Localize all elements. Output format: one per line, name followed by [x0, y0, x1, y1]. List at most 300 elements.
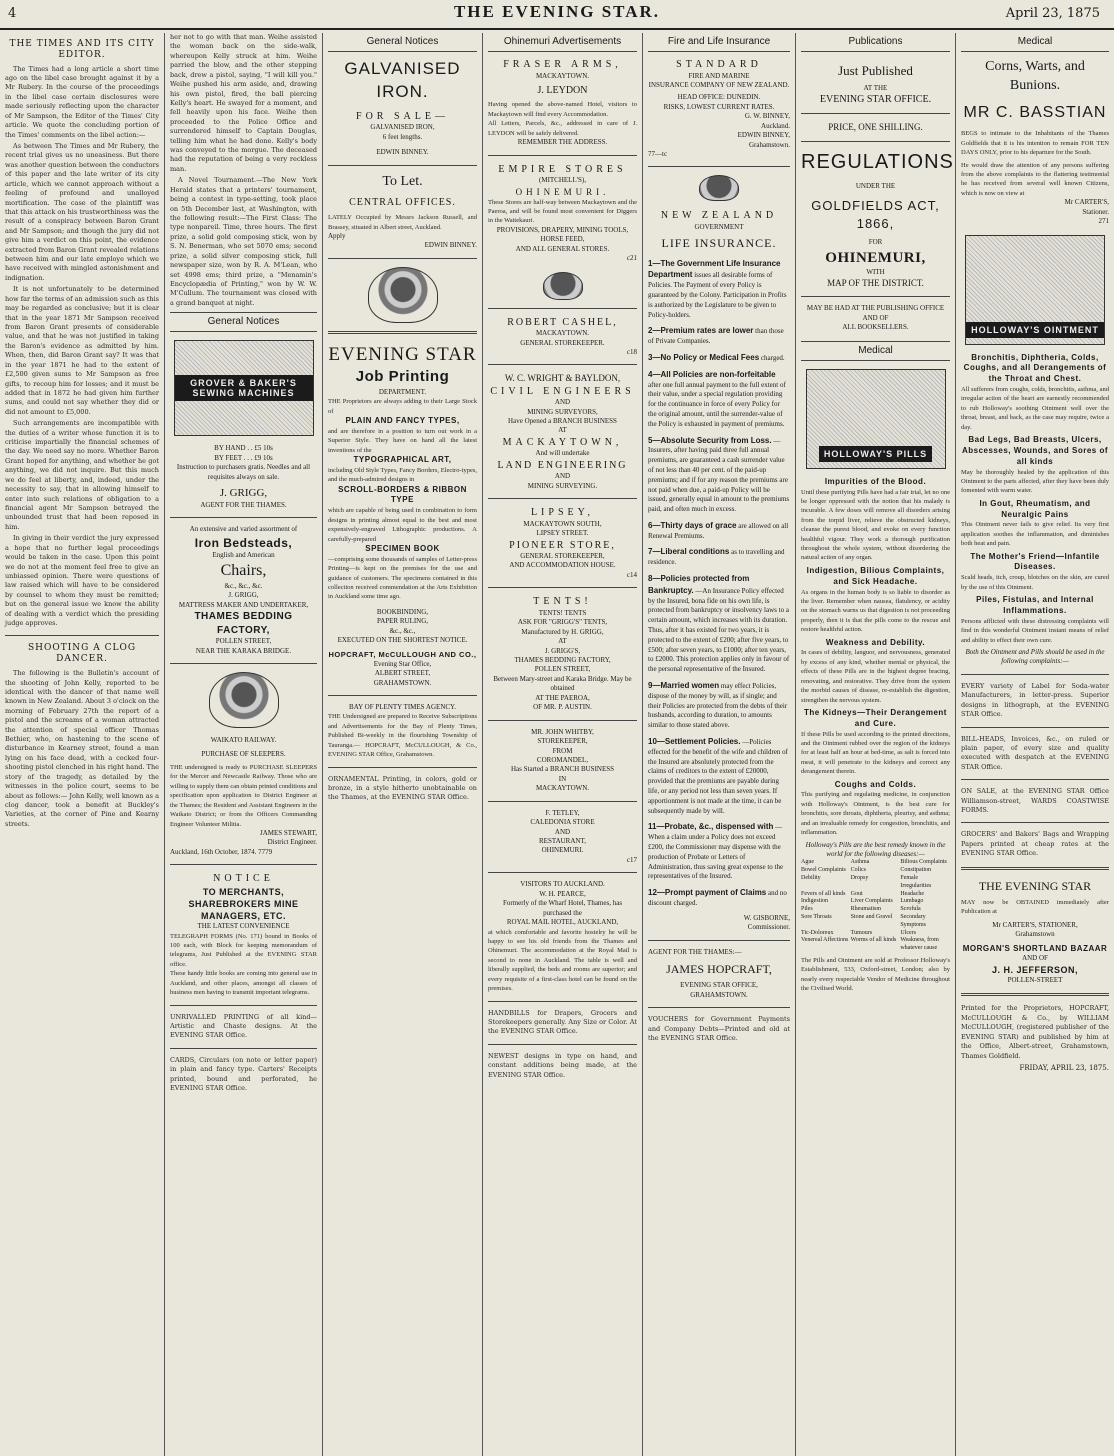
ad-text: TENTS! TENTS: [538, 608, 587, 617]
ad-text: CALEDONIA STORE: [530, 818, 595, 827]
ad-text: This purifying and regulating medicine, in conjunction with Holloway's Ointment, is the best cure for bronchitis, sore throats, diphtheria, pleurisy, and asthma; and an invaluable remedy for congestion, bronchitis, and inflammation.: [801, 791, 950, 837]
signatory: W. GISBORNE,: [743, 913, 790, 922]
ad-headline: EVENING STAR: [328, 343, 477, 365]
ad-headline: W. C. WRIGHT & BAYLDON,: [504, 373, 621, 384]
ad-text: Instruction to purchasers gratis. Needles and all requisites always on sale.: [176, 463, 311, 481]
ad-text: OF MR. P. AUSTIN.: [533, 703, 592, 712]
ad-text: STOREKEEPER,: [537, 737, 588, 746]
divider: [648, 940, 790, 941]
disease-item: Tic-Doloreux: [801, 929, 834, 936]
policy-item-heading: 7—Liberal conditions: [648, 547, 730, 557]
ad-text: AGENT FOR THE THAMES.: [200, 500, 287, 509]
divider: [488, 801, 637, 802]
government-life-ad: [648, 209, 790, 932]
ad-text: Between Mary-street and Karaka Bridge. May be obtained: [493, 674, 632, 693]
disease-item: Venereal Affections: [801, 937, 849, 944]
ad-headline: SPECIMEN BOOK: [365, 543, 440, 553]
ad-text: Having opened the above-named Hotel, visitors to Mackaytown will find every Accommodation.: [488, 101, 637, 118]
divider: [328, 258, 477, 259]
ad-text: AND: [554, 398, 571, 407]
ad-text: MAY BE HAD AT THE PUBLISHING OFFICE: [806, 304, 945, 313]
policy-item-text: charged.: [760, 353, 785, 362]
railway-ad: [170, 672, 317, 857]
disease-item: Liver Complaints: [850, 898, 893, 905]
policy-item-text: —When a claim under a Policy does not exceed £200, the Commissioner may dispense with the production of Probate or Letters of Administration, thus saving great expense to the representatives of the Insured.: [648, 823, 784, 881]
billheads-ad: BILL-HEADS, Invoices, &c., on ruled or plain paper, of every size and quality executed with despatch at the EVENING STAR Office.: [961, 734, 1109, 771]
disease-item: Worms of all kinds: [850, 937, 897, 944]
policy-item: [648, 369, 790, 430]
agent-ad: [648, 948, 790, 1001]
signatory: JAMES STEWART,: [259, 828, 317, 837]
signatory-title: District Engineer.: [267, 838, 317, 847]
newest-designs-ad: NEWEST designs in type on hand, and constant additions being made, at the EVENING STAR Office.: [488, 1051, 637, 1079]
ad-headline: NOTICE: [213, 873, 274, 885]
engraving-label: HOLLOWAY'S OINTMENT: [966, 322, 1104, 338]
paragraph: Such arrangements are incompatible with the duties of a writer whose function it is to criticise impartially the financial schemes of the day. We need say no more. Whether Baron Grant hoped for anything, and whether he got anything, we did not inquire. But this much we do feel at liberty, and, indeed, under the necessity to say, that in allowing himself to enter into such relations of obligation to a financial agent Mr Sampson betrayed the unbounded trust that had been reposed in him.: [5, 419, 159, 531]
ad-text: PIONEER STORE,: [509, 539, 616, 551]
paragraph: The Times had a long article a short time ago on the libel case brought against it by a Mr Rubery. In the course of the proceedings in the libel case certain disclosures were made seriously reflecting upon the character of Mr Sampson, the Editor of the Times' City article. We quote the concluding portion of the Times' comments on the libel action:—: [5, 64, 159, 139]
ad-text: BOOKBINDING,: [376, 607, 429, 616]
price-line: BY HAND . . £5 10s: [214, 444, 273, 453]
advertiser-name: MR C. BASSTIAN: [963, 103, 1107, 121]
ad-text: and are therefore in a position to turn out work in a Superior Style. They have on hand all the latest inventions of the: [328, 427, 477, 454]
royal-crest-icon: [368, 267, 438, 323]
ad-headline: BAY OF PLENTY TIMES AGENCY.: [349, 703, 456, 712]
divider: [488, 155, 637, 156]
ad-text: POLLEN STREET,: [534, 665, 591, 674]
ad-text: DEPARTMENT.: [378, 387, 427, 396]
ad-headline: To Let.: [382, 173, 423, 189]
ad-text: BEGS to intimate to the Inhabitants of the Thames Goldfields that it is his intention to remain FOR TEN DAYS ONLY, prior to his departure for the South.: [961, 130, 1109, 157]
ad-text: MACKAYTOWN.: [535, 71, 590, 80]
ad-text: UNDER THE: [855, 181, 896, 190]
sewing-machine-engraving: [174, 340, 314, 436]
divider: [5, 635, 159, 636]
advertiser-name: HOPCRAFT, McCULLOUGH AND CO.,: [328, 649, 477, 659]
ad-headline: MR. JOHN WHITBY,: [531, 727, 594, 736]
disease-item: Fevers of all kinds: [801, 890, 846, 897]
ad-headline: Just Published: [838, 63, 913, 78]
ad-text: Both the Ointment and Pills should be used in the following complaints:—: [965, 647, 1105, 666]
divider: [328, 695, 477, 696]
ad-text: PRICE, ONE SHILLING.: [828, 122, 923, 133]
holloways-pills-ad: [801, 477, 950, 994]
divider: [961, 727, 1109, 728]
ad-text: THAMES BEDDING FACTORY,: [514, 656, 611, 665]
disease-item: Indigestion: [801, 898, 828, 905]
ad-text: EXECUTED ON THE SHORTEST NOTICE.: [337, 636, 468, 645]
royal-crest-icon: [699, 175, 739, 201]
disease-item: Female Irregularities: [900, 875, 932, 889]
disease-item: Stone and Gravel: [850, 914, 893, 920]
divider: [801, 141, 950, 142]
issue-date: April 23, 1875: [1005, 6, 1100, 21]
advertiser-name: EDWIN BINNEY,: [737, 131, 790, 140]
ad-headline: WAIKATO RAILWAY.: [210, 736, 277, 745]
ad-text: (MITCHELL'S),: [539, 176, 586, 185]
policy-item: [648, 258, 790, 321]
policy-item-text: as to travelling and residence.: [648, 548, 785, 567]
ad-text: 6 feet lengths.: [382, 132, 423, 141]
ad-text: All Letters, Parcels, &c., addressed in care of J. LEYDON will be safely delivered.: [488, 120, 637, 137]
ad-text: This Ointment never fails to give relief. Its very first application soothes the inflammation, and diminishes both heat and pain.: [961, 521, 1109, 548]
ad-text: THE undersigned is ready to PURCHASE SLEEPERS for the Mercer and Newcastle Railway. Those who are willing to supply them can obtain printed conditions and specification upon application to District Engineer at the Thames; the Resident and Assistant Engineers in the Waikato District; or from the Officers Commanding Engineer Volunteer Militia.: [170, 763, 317, 828]
section-header: General Notices: [328, 33, 477, 52]
disease-list: [801, 859, 950, 953]
divider: [170, 1048, 317, 1049]
policy-item-heading: 1—The Government Life Insurance Department: [648, 258, 781, 280]
ad-headline: OHINEMURI,: [825, 249, 926, 266]
divider: [488, 1044, 637, 1045]
ad-text: MACKAYTOWN.: [535, 784, 590, 793]
divider: [170, 663, 317, 664]
ad-text: Evening Star Office,: [373, 659, 432, 668]
ad-headline: TENTS!: [533, 596, 592, 608]
article-clog-body: [5, 669, 159, 829]
divider: [961, 779, 1109, 780]
ad-text: May be thoroughly healed by the application of this Ointment to the parts affected, after they have been duly fomented with warm water.: [961, 468, 1109, 495]
advertiser-name: W. H. PEARCE,: [539, 889, 586, 898]
paragraph: It is not unfortunately to be determined how far the terms of an admission such as this may be regarded as conclusive; but it is clear that in the year 1871 Mr Sampson received from Baron Grant presents of considerable value, and that he was not justified in taking the Baron's evidence as admitted by him. When, then, did Baron Grant say? It was that in the year 1871 he had to the extent of £2,500 given sums to Mr Sampson as free gifts, to recoup him for losses; and it must be added that in 1872 he had given him further sums, and could not say whether they did or did not amount to £5,000.: [5, 285, 159, 416]
ad-text: And will undertake: [535, 449, 590, 458]
article-times-body: [5, 65, 159, 629]
tents-ad: [488, 595, 637, 712]
ad-reference: 77—tc: [648, 150, 668, 158]
ad-text: Persons afflicted with these distressing complaints will find in this wonderful Ointment instant means of relief and ability to effect their own cure.: [961, 617, 1109, 644]
disease-item: Ulcers: [900, 929, 916, 936]
ad-reference: c21: [626, 254, 637, 263]
regulations-ad: [801, 62, 954, 333]
ad-headline: FRASER ARMS,: [503, 59, 622, 70]
ad-text: ROYAL MAIL HOTEL, AUCKLAND,: [506, 918, 619, 927]
disease-item: Asthma: [850, 859, 870, 866]
divider: [170, 864, 317, 865]
ad-headline: STANDARD: [676, 59, 762, 70]
divider: [801, 113, 950, 114]
ad-text: GRAHAMSTOWN.: [373, 678, 432, 687]
ad-text: Mr CARTER'S, STATIONER,: [992, 920, 1078, 929]
ad-headline: NEW ZEALAND: [660, 210, 778, 222]
ad-text: including Old Style Types, Fancy Borders, Electro-types, and the much-admired designs in: [328, 466, 477, 484]
divider: [488, 498, 637, 499]
policy-item-heading: 2—Premium rates are lower: [648, 326, 754, 336]
ad-text: AT THE PAEROA,: [535, 693, 590, 702]
ad-text: THE Undersigned are prepared to Receive Subscriptions and Advertisements for the Bay of Plenty Times, Published Bi-weekly in the flourishing Township of Tauranga.— HOPCRAFT, McCULLOUGH, & Co., EVENING STAR Office, Grahamstown.: [328, 713, 477, 759]
disease-item: Bilious Complaints: [900, 859, 947, 866]
ad-text: INSURANCE COMPANY OF NEW ZEALAND.: [648, 80, 790, 89]
ad-text: THE LATEST CONVENIENCE: [197, 922, 290, 931]
bay-of-plenty-ad: [328, 703, 477, 760]
ad-text: AGENT FOR THE THAMES:—: [648, 947, 742, 956]
galvanised-iron-ad: [328, 58, 477, 158]
engraving-label: HOLLOWAY'S PILLS: [819, 446, 932, 462]
column-general-notices-2: [323, 33, 483, 1456]
ad-headline: Iron Bedsteads,: [194, 535, 293, 550]
policy-item-text: after one full annual payment to the full extent of their value, under a special regulation providing for the continuance in force of every Policy for the original amount, until the surrender-value of the Policy is exhausted in payment of premiums.: [648, 380, 786, 428]
policy-item-text: —An Insurance Policy effected by the Insured, bona fide on his own life, is protected from bankruptcy or insolvency laws to a certain amount, which increases with its duration. Thus, after it has existed for two years, it is protected to the extent of £200; after five years, to £500; after seven years, to £1000; after ten years, to £2000. This protection applies only in favour of the personal representative of the Insured.: [648, 586, 790, 674]
disease-item: Tumours: [850, 929, 873, 936]
policy-item-text: are allowed on all Renewal Premiums.: [648, 521, 789, 540]
section-header: Fire and Life Insurance: [648, 33, 790, 52]
ad-text: Auckland.: [761, 121, 790, 130]
policy-item-heading: 10—Settlement Policies.: [648, 737, 741, 747]
ad-text: GENERAL STOREKEEPER.: [520, 338, 605, 347]
advertiser-name: EDWIN BINNEY.: [376, 148, 429, 157]
ad-headline: THAMES BEDDING FACTORY,: [194, 611, 293, 636]
royal-crest-icon: [543, 272, 583, 300]
evening-star-agents-ad: [961, 878, 1109, 986]
paragraph: her not to go with that man. Weihe assisted the woman back on the side-walk, whereupon Kelly struck at him. Weihe parried the blow, and the other stepping back, drew a pistol, saying, "I will kill you." Weihe pushed his arm aside, and, drawing his own pistol, fired, the ball piercing Kelly's heart. He swayed for a moment, and fell heavily upon his face. Weihe then proceeded to the Police Office and surrendered himself to Captain Douglas, telling him what he had done. Kelly's body was conveyed to the morgue. The deceased had the reputation of being a very reckless man.: [170, 33, 317, 173]
ad-text: FOR SALE—: [356, 110, 449, 122]
ad-text: MINING SURVEYORS,: [527, 407, 598, 416]
ad-text: All sufferers from coughs, colds, bronchitis, asthma, and irregular action of the heart are earnestly recommended to rub Holloway's soothing Ointment well over the throat, breast, and back, as the case may require, twice a day.: [961, 386, 1109, 431]
policy-item-text: —Policies effected for the benefit of the wife and children of the Insured are absolutely protected from the claims of creditors to the extent of £20000, provided that the premiums are payable during life, or any period not less than seven years. If apportionment is not made at the time, it can be subsequently made by will.: [648, 738, 788, 815]
ad-text: POLLEN-STREET: [1007, 976, 1063, 985]
ad-text: He would draw the attention of any persons suffering from the above complaints to the flattering testimonial he has received from several well known Citizens, which is now on view at: [961, 161, 1109, 197]
ad-text: RISKS, LOWEST CURRENT RATES.: [663, 102, 775, 111]
policy-item-heading: 4—All Policies are non-forfeitable: [648, 369, 776, 379]
printer-imprint: Printed for the Proprietors, HOPCRAFT, McCULLOUGH & Co., by WILLIAM McCULLOUGH, (registered publisher of the EVENING STAR) and published by him at the Office, Albert-street, Grahamstown, Thames Goldfield.: [961, 1004, 1109, 1060]
ad-headline: Corns, Warts, and Bunions.: [985, 59, 1085, 93]
ad-text: The Pills and Ointment are sold at Professor Holloway's Establishment, 533, Oxford-street, London; also by nearly every respectable Vendor of Medicine throughout the Civilised World.: [801, 956, 950, 993]
ad-text: GRAHAMSTOWN.: [690, 990, 748, 999]
handbills-ad: HANDBILLS for Drapers, Grocers and Storekeepers generally. Any Size or Color. At the EVENING STAR Office.: [488, 1008, 637, 1036]
ad-text: LIPSEY STREET.: [536, 529, 589, 538]
policy-item-heading: 8—Policies protected from Bankruptcy.: [648, 574, 750, 595]
divider: [328, 767, 477, 768]
ad-text: AND OF: [1022, 954, 1048, 963]
paragraph: A Novel Tournament.—The New York Herald states that a printers' tournament, being a contest in type-setting, took place on 5th December last, at Washington, with the following result:—The First Class: The type nonpareil. Time, three hours. The first prize, a solid gold composing stick, won by S. N. Benerman, who set 5070 ems; second prize, a solid silver composing stick, full newspaper size, won by R. A. M'Lean, who set 4998 ems; third prize, a "Menamin's Encyclopædia of Printing," won by W. W. M'Cullum. The tournament was closed with a grand banquet at night.: [170, 176, 317, 307]
ad-headline: Indigestion, Bilious Complaints, and Sick Headache.: [806, 565, 945, 586]
page-columns: [0, 33, 1114, 1456]
masthead: [0, 0, 1114, 30]
policy-item-text: and no discount charged.: [648, 889, 787, 907]
divider: [488, 872, 637, 873]
royal-mail-hotel-ad: [488, 880, 637, 993]
column-insurance: [643, 33, 796, 1456]
disease-item: Constipation: [900, 867, 931, 874]
ad-text: Scald heads, itch, croup, blotches on the skin, are cured by the use of this Ointment.: [961, 574, 1109, 591]
column-general-notices: [165, 33, 323, 1456]
advertiser-name: EDWIN BINNEY.: [424, 241, 477, 250]
ornamental-printing-ad: ORNAMENTAL Printing, in colors, gold or bronze, in a style hitherto unobtainable on the Thames, at the EVENING STAR Office.: [328, 774, 477, 802]
ad-text: J. H. JEFFERSON,: [991, 964, 1079, 975]
ad-text: Manufactured by H. GRIGG,: [521, 627, 604, 636]
wright-bayldon-ad: [488, 372, 637, 491]
ad-text: An extensive and varied assortment of: [189, 525, 298, 534]
advertiser-name: J. GRIGG,: [228, 591, 259, 600]
price-line: BY FEET . . . £9 10s: [214, 453, 273, 462]
paragraph: The following is the Bulletin's account of the shooting of John Kelly, reported to be identical with the dancer of that name well known in New Zealand. About 3 o'clock on the morning of February 27th the report of a pistol and the screams of a woman attracted the attention of special officer Thomas Bethier, who, on hastening to the scene of disturbance in Kearney street, found a man lying on his face dead, with a cocked four-shooting pistol clenched in his right hand. The story of the tragedy, as detailed by the witnesses in the police court, seems to be about as follows:— John Kelly, well known as a clog dancer, took a benefit at Buckley's Varieties, at the corner of Pine and Kearny streets.: [5, 669, 159, 828]
divider: [328, 331, 477, 334]
ad-text: AND: [554, 472, 571, 481]
ad-headline: The Kidneys—Their Derangement and Cure.: [804, 707, 947, 728]
disease-item: Weakness, from whatever cause: [900, 937, 939, 952]
disease-item: Secondary Symptoms: [900, 914, 927, 928]
holloways-ointment-ad: [961, 353, 1109, 667]
ad-headline: THE EVENING STAR: [978, 878, 1092, 893]
ad-headline: GALVANISED IRON.: [344, 59, 461, 101]
ad-text: AND ACCOMMODATION HOUSE.: [509, 561, 616, 570]
ad-text: RESTAURANT,: [539, 837, 586, 846]
policy-list: [648, 258, 790, 909]
ad-text: AT: [558, 426, 567, 435]
empire-stores-ad: [488, 163, 637, 264]
signatory-title: Commissioner.: [747, 923, 790, 932]
ad-headline: REGULATIONS: [801, 150, 954, 173]
ad-headline: GOLDFIELDS ACT, 1866,: [811, 198, 940, 231]
page-number: 4: [8, 6, 17, 21]
section-header: Ohinemuri Advertisements: [488, 33, 637, 52]
ad-text: GOVERNMENT: [694, 222, 744, 231]
ad-text: MAY now be OBTAINED immediately after Publication at: [961, 898, 1109, 916]
disease-item: Headache: [900, 890, 924, 897]
divider: [648, 166, 790, 167]
ad-reference: c17: [626, 855, 637, 864]
policy-item-heading: 3—No Policy or Medical Fees: [648, 352, 760, 362]
ad-text: FROM: [552, 746, 573, 755]
divider: [488, 308, 637, 309]
grocers-bags-ad: GROCERS' and Bakers' Bags and Wrapping Papers printed at cheap rates at the EVENING STAR Office.: [961, 830, 1109, 858]
policy-item: [648, 680, 790, 731]
whitby-ad: [488, 728, 637, 794]
ad-text: TELEGRAPH FORMS (No. 171) bound in Books of 100 each, with Block for keeping memorandum of telegrams, Just Published at the EVENING STAR office.: [170, 932, 317, 968]
ad-text: Apply: [328, 231, 346, 240]
ad-text: &c., &c.,: [389, 626, 416, 635]
ad-text: AND ALL GENERAL STORES.: [515, 244, 610, 253]
ad-headline: PURCHASE OF SLEEPERS.: [201, 749, 286, 758]
article-title-clog: SHOOTING A CLOG DANCER.: [27, 643, 137, 665]
disease-item: Debility: [801, 875, 821, 882]
ad-headline: The Mother's Friend—Infantile Diseases.: [970, 551, 1100, 572]
policy-item: [648, 352, 790, 364]
tetley-ad: [488, 809, 637, 866]
paragraph: As between The Times and Mr Rubery, the recent trial gives us no uneasiness. But there was another question between the conductors of this paper and the late writer of its city article, which we cannot approach without a feeling of profound and unalloyed mortification. The case of the plaintiff was that this attack on his trustworthiness was the result of a conspiracy between Baron Grant and Mr Sampson; and though the jury did not give him a verdict on this point, the evidence extracted from Baron Grant revealed relations between him and our late employe which we have received with mingled astonishment and indignation.: [5, 141, 159, 282]
disease-item: Rheumatism: [850, 906, 881, 913]
divider: [961, 674, 1109, 675]
ad-headline: Impurities of the Blood.: [824, 476, 927, 486]
section-header: General Notices: [170, 312, 317, 332]
ad-text: FOR: [868, 238, 883, 247]
ad-text: MINING SURVEYING.: [527, 481, 598, 490]
ad-headline: F. TETLEY,: [545, 808, 580, 817]
policy-item-heading: 11—Probate, &c., dispensed with: [648, 822, 774, 832]
ad-text: POLLEN STREET,: [215, 637, 272, 646]
ad-headline: LIFE INSURANCE.: [661, 236, 777, 251]
labels-ad: EVERY variety of Label for Soda-water Manufacturers, in letter-press. Superior designs in lithograph, at the EVENING STAR Office.: [961, 681, 1109, 719]
ad-text: Formerly of the Wharf Hotel, Thames, has purchased the: [502, 899, 623, 917]
ad-headline: PLAIN AND FANCY TYPES,: [345, 415, 460, 425]
policy-item: [648, 573, 790, 675]
column-news: [0, 33, 165, 1456]
ad-text: ASK FOR "GRIGG'S" TENTS,: [517, 618, 608, 627]
ad-text: Have Opened a BRANCH BUSINESS: [508, 416, 617, 425]
ad-headline: Piles, Fistulas, and Internal Inflammations.: [976, 595, 1094, 615]
policy-item-text: than those of Private Companies.: [648, 327, 784, 346]
ad-text: MATTRESS MAKER AND UNDERTAKER,: [178, 600, 309, 609]
ad-text: EVENING STAR OFFICE,: [680, 981, 758, 990]
section-header: Medical: [961, 33, 1109, 52]
ad-text: Stationer.: [1082, 207, 1109, 216]
cards-ad: CARDS, Circulars (on note or letter paper) in plain and fancy type. Carters' Receipts printed, bound and perforated, he EVENING STAR Office.: [170, 1055, 317, 1093]
divider: [648, 1007, 790, 1008]
to-let-ad: [328, 173, 477, 251]
advertiser-name: J. LEYDON: [537, 84, 588, 96]
ad-headline: ROBERT CASHEL,: [507, 316, 618, 328]
ad-reference: c14: [626, 570, 637, 579]
ad-text: These handy little books are coming into general use in Auckland, and other places, amongst all classes of business men having to transmit important telegrams.: [170, 970, 317, 997]
printing-ad: UNRIVALLED PRINTING of all kind—Artistic and Chaste designs. At the EVENING STAR Office.: [170, 1012, 317, 1040]
disease-item: Colics: [850, 867, 866, 874]
column-ohinemuri-ads: [483, 33, 643, 1456]
disease-item: Bowel Complaints: [801, 867, 846, 874]
corns-ad: [961, 58, 1109, 227]
ad-text: —comprising some thousands of samples of Letter-press Printing—is kept on the premises for the use and guidance of customers. The specimens contained in this collection received commendation at the Arts Exhibition in Auckland some time ago.: [328, 555, 477, 601]
ad-headline: Bad Legs, Bad Breasts, Ulcers, Abscesses, Wounds, and Sores of all kinds: [961, 435, 1109, 466]
ad-text: ALBERT STREET,: [374, 669, 431, 678]
ad-text: LATELY Occupied by Messrs Jackson Russell, and Brassey, situated in Albert street, Auckland.: [328, 214, 477, 231]
article-title-times: THE TIMES AND ITS CITY EDITOR.: [9, 39, 155, 60]
royal-crest-icon: [209, 672, 279, 728]
ad-text: &c., &c., &c.: [224, 581, 263, 590]
ad-text: Grahamstown: [1015, 930, 1055, 939]
ad-text: NEAR THE KARAKA BRIDGE.: [195, 646, 292, 655]
ad-headline: TYPOGRAPHICAL ART,: [353, 455, 452, 465]
ad-text: Mr CARTER'S,: [1064, 198, 1109, 207]
divider: [488, 364, 637, 365]
ad-text: GALVANISED IRON,: [370, 123, 435, 132]
ad-text: These Stores are half-way between Mackaytown and the Paeroa, and will be found most convenient for Diggers in the Waitekauri.: [488, 198, 637, 225]
ad-text: which are capable of being used in combination to form designs in printing almost equal to the best and most expensively-engraved Lithographic productions. A carefully-prepared: [328, 507, 477, 543]
ad-headline: In Gout, Rheumatism, and Neuralgic Pains: [979, 498, 1091, 519]
disease-item: Scrofula: [900, 906, 921, 913]
ad-text: REMEMBER THE ADDRESS.: [517, 138, 608, 147]
policy-item: [648, 546, 790, 568]
ad-text: THE Proprietors are always adding to their Large Stock of: [328, 398, 477, 415]
advertiser-name: G. W. BINNEY,: [744, 112, 790, 121]
ad-text: IN: [558, 774, 567, 783]
ad-text: WITH: [866, 267, 885, 276]
policy-item-heading: 9—Married women: [648, 681, 720, 691]
disease-item: Dropsy: [850, 875, 869, 882]
ad-headline: SCROLL-BORDERS & RIBBON TYPE: [338, 484, 467, 505]
ad-text: FIRE AND MARINE: [688, 71, 750, 80]
disease-item: Ague: [801, 859, 814, 866]
policy-item-heading: 12—Prompt payment of Claims: [648, 888, 767, 898]
ad-reference: 271: [1098, 217, 1109, 226]
ad-text: AND OF: [862, 313, 889, 322]
section-header: Publications: [801, 33, 950, 52]
ad-headline: Weakness and Debility.: [825, 637, 926, 647]
policy-item: [648, 736, 790, 816]
ad-text: at which comfortable and favorite hostelry he will be happy to see his old friends from the Thames and Ohinemuri. The accommodation at the Royal Mail is second to none in Auckland. The table is well and liberally supplied, the beds and rooms are superior; and every requisite of a first-class hotel can be found on the premises.: [488, 928, 637, 993]
job-printing-ad: [328, 342, 477, 688]
vouchers-ad: VOUCHERS for Government Payments and Company Debts—Printed and old at the EVENING STAR Office.: [648, 1015, 790, 1042]
ad-headline: EMPIRE STORES: [498, 163, 627, 175]
disease-item: Piles: [801, 906, 813, 913]
divider: [488, 1001, 637, 1002]
column-publications: [796, 33, 956, 1456]
policy-item: [648, 325, 790, 347]
telegraph-forms-ad: [170, 872, 317, 997]
divider: [801, 296, 950, 297]
cashel-ad: [488, 316, 637, 358]
ad-text: MACKAYTOWN SOUTH,: [523, 519, 602, 528]
divider: [961, 822, 1109, 823]
divider: [961, 993, 1109, 996]
disease-item: Lumbago: [900, 898, 924, 905]
ad-text: LAND ENGINEERING: [497, 459, 628, 471]
